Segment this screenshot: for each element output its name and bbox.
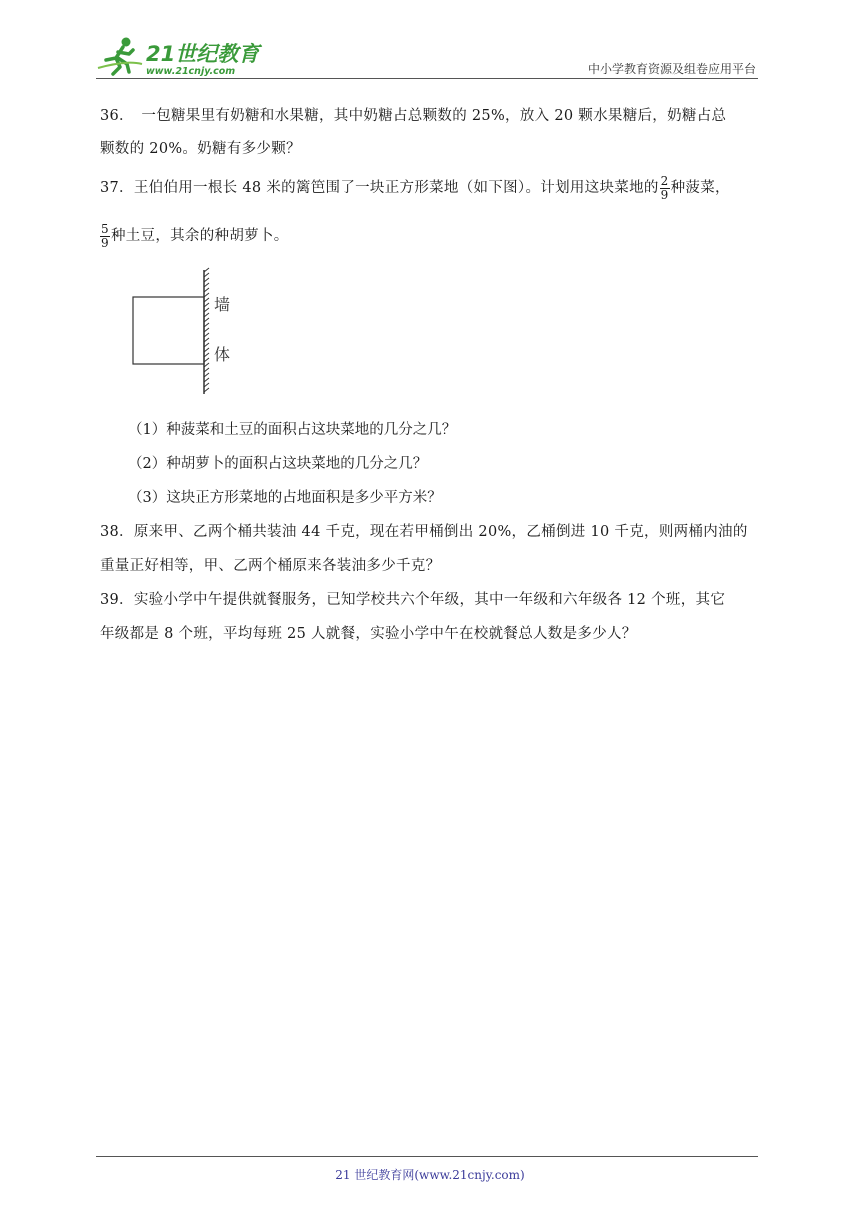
- wall-label-char2: 体: [214, 345, 231, 364]
- question-37-text-a: 37．王伯伯用一根长 48 米的篱笆围了一块正方形菜地（如下图）。计划用这块菜地的: [100, 180, 659, 196]
- question-38-line2: 重量正好相等，甲、乙两个桶原来各装油多少千克？: [100, 558, 441, 574]
- runner-logo-icon: [96, 34, 266, 78]
- question-37-text-c: 种土豆，其余的种胡萝卜。: [110, 228, 289, 244]
- question-39-line1: 39．实验小学中午提供就餐服务，已知学校共六个年级，其中一年级和六年级各 12 个班，其它: [100, 592, 726, 608]
- question-37-line1: [100, 172, 760, 205]
- page-footer: 21 世纪教育网(www.21cnjy.com): [335, 1168, 525, 1182]
- page-header: [96, 34, 758, 80]
- fraction-five-ninths: [100, 223, 110, 250]
- fraction-denominator: 9: [660, 187, 669, 202]
- site-logo[interactable]: [96, 34, 266, 78]
- fraction-numerator: 5: [101, 221, 109, 236]
- fraction-two-ninths: [660, 175, 670, 202]
- question-38-line1: 38．原来甲、乙两个桶共装油 44 千克，现在若甲桶倒出 20%，乙桶倒进 10 千克，则两桶内油的: [100, 524, 748, 540]
- question-37-sub3: （3）这块正方形菜地的占地面积是多少平方米？: [128, 490, 442, 506]
- question-37-sub2: （2）种胡萝卜的面积占这块菜地的几分之几？: [128, 456, 428, 472]
- svg-text:21世纪教育: 21世纪教育: [146, 42, 260, 66]
- wall-label-char1: 墙: [214, 295, 231, 314]
- question-37-sub1: （1）种菠菜和土豆的面积占这块菜地的几分之几？: [128, 422, 457, 438]
- garden-wall-diagram: [130, 266, 240, 398]
- question-37-text-b: 种菠菜，: [670, 180, 730, 196]
- question-39-line2: 年级都是 8 个班，平均每班 25 人就餐，实验小学中午在校就餐总人数是多少人？: [100, 626, 637, 642]
- question-37-line2: [100, 220, 760, 253]
- question-36-line1: 36． 一包糖果里有奶糖和水果糖，其中奶糖占总颗数的 25%，放入 20 颗水果糖后，奶糖占总: [100, 108, 727, 124]
- question-36-line2: 颗数的 20%。奶糖有多少颗？: [100, 141, 301, 157]
- footer-divider: [96, 1156, 758, 1157]
- header-divider: [96, 78, 758, 79]
- fraction-denominator: 9: [101, 235, 109, 250]
- fraction-numerator: 2: [660, 173, 669, 188]
- square-plot: [133, 297, 204, 364]
- header-platform-text: 中小学教育资源及组卷应用平台: [587, 62, 756, 76]
- svg-text:www.21cnjy.com: www.21cnjy.com: [146, 66, 236, 77]
